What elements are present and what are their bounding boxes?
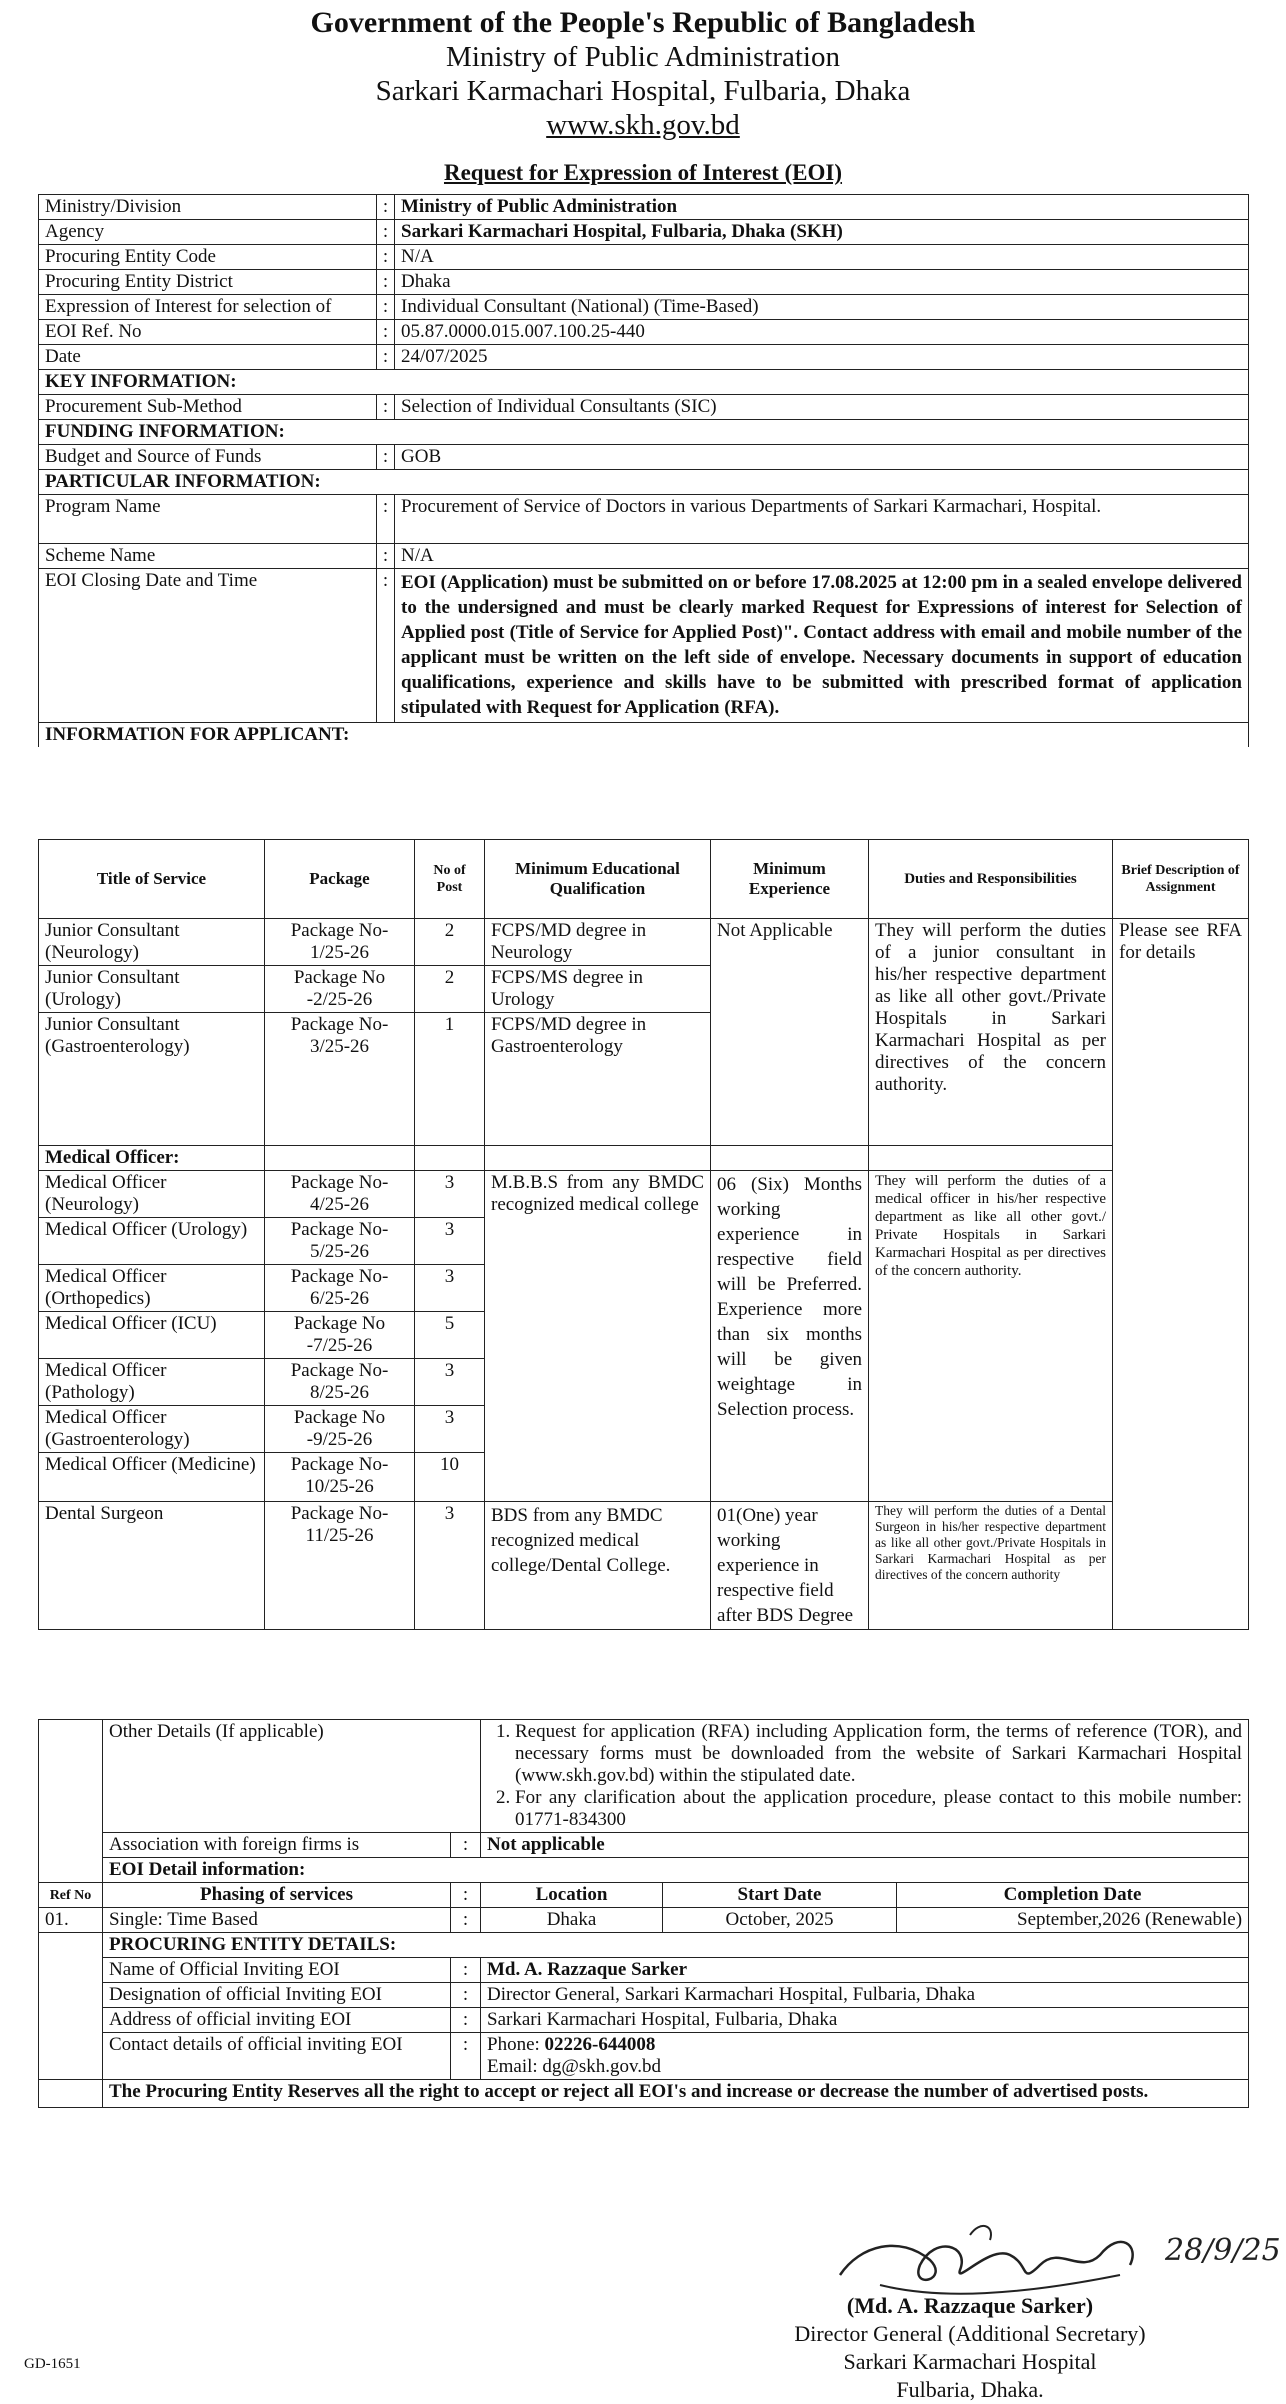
service-title: Medical Officer (Neurology): [39, 1171, 265, 1218]
phone-label: Phone:: [487, 2034, 545, 2055]
table-row: [39, 1983, 1249, 2008]
address-value: Sarkari Karmachari Hospital, Fulbaria, Dhaka: [481, 2008, 1249, 2033]
colon: :: [377, 345, 395, 370]
post-count: 2: [415, 919, 485, 966]
table-row: [39, 295, 1249, 320]
field-label: Association with foreign firms is: [103, 1833, 451, 1858]
package-number: Package No -2/25-26: [265, 966, 415, 1013]
phone-number[interactable]: 02226-644008: [544, 2034, 656, 2055]
table-row: [39, 245, 1249, 270]
sub-method-value: Selection of Individual Consultants (SIC): [395, 395, 1249, 420]
other-details-value: [481, 1720, 1249, 1833]
table-row: [39, 220, 1249, 245]
table-row: [39, 1171, 1249, 1218]
table-row: [39, 1720, 1249, 1833]
contact-value: [481, 2033, 1249, 2080]
letterhead: [0, 6, 1286, 142]
table-row: [39, 1958, 1249, 1983]
post-count: 3: [415, 1359, 485, 1406]
empty-cell: [39, 1858, 103, 1883]
signatory-organization: Sarkari Karmachari Hospital: [843, 2349, 1097, 2374]
table-row: [39, 445, 1249, 470]
table-header-row: [39, 1883, 1249, 1908]
hospital-name: Sarkari Karmachari Hospital, Fulbaria, Dhaka: [375, 75, 911, 107]
colon: :: [451, 2008, 481, 2033]
ref-value: 05.87.0000.015.007.100.25-440: [395, 320, 1249, 345]
post-count: 5: [415, 1312, 485, 1359]
colon: :: [377, 569, 395, 723]
package-number: Package No-1/25-26: [265, 919, 415, 966]
section-header-row: [39, 1146, 1249, 1171]
colon: :: [377, 220, 395, 245]
empty-cell: [39, 1983, 103, 2008]
empty-cell: [39, 1833, 103, 1858]
colon: :: [377, 445, 395, 470]
eoi-details-table: [38, 1719, 1249, 2108]
list-item: 2. For any clarification about the application procedure, please contact to this mobile number: 01771-834300: [515, 1787, 1242, 1831]
service-title: Junior Consultant (Neurology): [39, 919, 265, 966]
field-label: Address of official inviting EOI: [103, 2008, 451, 2033]
dental-experience: 01(One) year working experience in respective field after BDS Degree: [711, 1502, 869, 1630]
section-particular-information: PARTICULAR INFORMATION:: [39, 470, 1249, 495]
brief-description: Please see RFA for details: [1113, 919, 1249, 1630]
empty-cell: [485, 1146, 711, 1171]
email-address[interactable]: Email: dg@skh.gov.bd: [487, 2056, 662, 2077]
package-number: Package No-4/25-26: [265, 1171, 415, 1218]
qualification: FCPS/MD degree in Gastroenterology: [485, 1013, 711, 1146]
package-number: Package No-3/25-26: [265, 1013, 415, 1146]
table-row: [39, 919, 1249, 966]
field-label: Date: [39, 345, 377, 370]
agency-value: Sarkari Karmachari Hospital, Fulbaria, Dhaka (SKH): [395, 220, 1249, 245]
package-number: Package No -9/25-26: [265, 1406, 415, 1453]
table-row: [39, 345, 1249, 370]
ministry-value: Ministry of Public Administration: [395, 195, 1249, 220]
package-number: Package No-6/25-26: [265, 1265, 415, 1312]
section-header-row: [39, 1933, 1249, 1958]
scheme-value: N/A: [395, 544, 1249, 569]
service-title: Medical Officer (ICU): [39, 1312, 265, 1359]
mo-duties: They will perform the duties of a medical officer in his/her respective department as like all other govt./ Private Hospitals in Sarkari Karmachari Hospital as per directives of the concern authority.: [869, 1171, 1113, 1502]
package-number: Package No -7/25-26: [265, 1312, 415, 1359]
field-label: Ministry/Division: [39, 195, 377, 220]
section-header-row: [39, 370, 1249, 395]
package-number: Package No-5/25-26: [265, 1218, 415, 1265]
field-label: Program Name: [39, 495, 377, 544]
colon: :: [451, 1983, 481, 2008]
service-title: Medical Officer (Gastroenterology): [39, 1406, 265, 1453]
field-label: EOI Closing Date and Time: [39, 569, 377, 723]
table-row: [39, 1833, 1249, 1858]
qualification: FCPS/MS degree in Urology: [485, 966, 711, 1013]
empty-cell: [39, 2033, 103, 2080]
table-row: [39, 1502, 1249, 1630]
dental-qualification: BDS from any BMDC recognized medical college/Dental College.: [485, 1502, 711, 1630]
field-label: Name of Official Inviting EOI: [103, 1958, 451, 1983]
empty-cell: [39, 2008, 103, 2033]
official-name-value: Md. A. Razzaque Sarker: [481, 1958, 1249, 1983]
eoi-for-value: Individual Consultant (National) (Time-Based): [395, 295, 1249, 320]
government-name: Government of the People's Republic of Bangladesh: [310, 6, 976, 39]
header-experience: Minimum Experience: [711, 840, 869, 919]
empty-cell: [39, 1933, 103, 1958]
phasing-value: Single: Time Based: [103, 1908, 451, 1933]
list-item: 1. Request for application (RFA) including Application form, the terms of reference (TOR), and necessary forms must be downloaded from the website of Sarkari Karmachari Hospital (www.skh.gov.bd) within the stipulated date.: [515, 1721, 1242, 1787]
package-number: Package No-10/25-26: [265, 1453, 415, 1502]
post-count: 3: [415, 1265, 485, 1312]
signatory-name: (Md. A. Razzaque Sarker): [846, 2293, 1094, 2318]
table-row: [39, 270, 1249, 295]
header-title-of-service: Title of Service: [39, 840, 265, 919]
empty-cell: [711, 1146, 869, 1171]
start-date-value: October, 2025: [663, 1908, 897, 1933]
field-label: Agency: [39, 220, 377, 245]
header-location: Location: [481, 1883, 663, 1908]
header-brief: Brief Description of Assignment: [1113, 840, 1249, 919]
section-eoi-detail: EOI Detail information:: [103, 1858, 1249, 1883]
service-title: Junior Consultant (Gastroenterology): [39, 1013, 265, 1146]
mo-qualification: M.B.B.S from any BMDC recognized medical college: [485, 1171, 711, 1502]
other-details-label: Other Details (If applicable): [103, 1720, 481, 1833]
header-phasing: Phasing of services: [103, 1883, 451, 1908]
eoi-info-table: [38, 194, 1249, 747]
colon: :: [451, 1833, 481, 1858]
header-package: Package: [265, 840, 415, 919]
field-label: Procurement Sub-Method: [39, 395, 377, 420]
colon: :: [377, 270, 395, 295]
colon: :: [451, 1908, 481, 1933]
section-information-for-applicant: INFORMATION FOR APPLICANT:: [39, 723, 1249, 748]
colon: :: [377, 245, 395, 270]
section-funding-information: FUNDING INFORMATION:: [39, 420, 1249, 445]
post-count: 10: [415, 1453, 485, 1502]
signature-block: [730, 2292, 1210, 2404]
table-row: [39, 569, 1249, 723]
post-count: 3: [415, 1502, 485, 1630]
colon: :: [377, 495, 395, 544]
reserve-note: The Procuring Entity Reserves all the right to accept or reject all EOI's and increase or decrease the number of advertised posts.: [103, 2080, 1249, 2108]
empty-cell: [869, 1146, 1113, 1171]
table-row: [39, 320, 1249, 345]
field-label: EOI Ref. No: [39, 320, 377, 345]
colon: :: [377, 295, 395, 320]
closing-value: EOI (Application) must be submitted on or before 17.08.2025 at 12:00 pm in a sealed envelope delivered to the undersigned and must be clearly marked Request for Expressions of interest for Selection of Applied post (Title of Service for Applied Post)". Contact address with email and mobile number of the applicant must be written on the left side of envelope. Necessary documents in support of education qualifications, experience and skills have to be submitted with prescribed format of application stipulated with Request for Application (RFA).: [395, 569, 1249, 723]
budget-value: GOB: [395, 445, 1249, 470]
ref-number: 01.: [39, 1908, 103, 1933]
field-label: Expression of Interest for selection of: [39, 295, 377, 320]
section-header-row: [39, 1858, 1249, 1883]
service-title: Junior Consultant (Urology): [39, 966, 265, 1013]
header-start-date: Start Date: [663, 1883, 897, 1908]
post-count: 3: [415, 1406, 485, 1453]
post-count: 3: [415, 1218, 485, 1265]
field-label: Budget and Source of Funds: [39, 445, 377, 470]
table-row: [39, 2008, 1249, 2033]
section-procuring-entity: PROCURING ENTITY DETAILS:: [103, 1933, 1249, 1958]
pe-district-value: Dhaka: [395, 270, 1249, 295]
completion-date-value: September,2026 (Renewable): [897, 1908, 1249, 1933]
date-value: 24/07/2025: [395, 345, 1249, 370]
package-number: Package No-11/25-26: [265, 1502, 415, 1630]
empty-cell: [39, 1720, 103, 1833]
colon: :: [451, 1958, 481, 1983]
footer-code: GD-1651: [24, 2356, 81, 2372]
colon: :: [451, 2033, 481, 2080]
header-qualification: Minimum Educational Qualification: [485, 840, 711, 919]
field-label: Procuring Entity Code: [39, 245, 377, 270]
service-title: Medical Officer (Orthopedics): [39, 1265, 265, 1312]
section-header-row: [39, 723, 1249, 748]
table-row: [39, 195, 1249, 220]
mo-experience: 06 (Six) Months working experience in respective field will be Preferred. Experience more than six months will be given weightage in Selection process.: [711, 1171, 869, 1502]
field-label: Designation of official Inviting EOI: [103, 1983, 451, 2008]
package-number: Package No-8/25-26: [265, 1359, 415, 1406]
service-title: Medical Officer (Pathology): [39, 1359, 265, 1406]
service-title: Dental Surgeon: [39, 1502, 265, 1630]
medical-officer-section: Medical Officer:: [39, 1146, 265, 1171]
applicant-table: [38, 839, 1249, 1630]
qualification: FCPS/MD degree in Neurology: [485, 919, 711, 966]
service-title: Medical Officer (Medicine): [39, 1453, 265, 1502]
post-count: 2: [415, 966, 485, 1013]
empty-cell: [415, 1146, 485, 1171]
table-row: [39, 1908, 1249, 1933]
table-row: [39, 395, 1249, 420]
post-count: 1: [415, 1013, 485, 1146]
signatory-designation: Director General (Additional Secretary): [794, 2321, 1146, 2346]
phone-line: [487, 2034, 1242, 2056]
colon: :: [377, 544, 395, 569]
document-title: Request for Expression of Interest (EOI): [443, 160, 843, 185]
service-title: Medical Officer (Urology): [39, 1218, 265, 1265]
program-value: Procurement of Service of Doctors in various Departments of Sarkari Karmachari, Hospital.: [395, 495, 1249, 544]
signatory-place: Fulbaria, Dhaka.: [896, 2377, 1044, 2402]
foreign-value: Not applicable: [481, 1833, 1249, 1858]
location-value: Dhaka: [481, 1908, 663, 1933]
other-details-list: [487, 1721, 1242, 1831]
empty-cell: [39, 1958, 103, 1983]
dental-duties: They will perform the duties of a Dental Surgeon in his/her respective department as like all other govt./Private Hospitals in Sarkari Karmachari Hospital as per directives of the concern authority: [869, 1502, 1113, 1630]
table-row: [39, 544, 1249, 569]
colon: :: [377, 395, 395, 420]
section-key-information: KEY INFORMATION:: [39, 370, 1249, 395]
colon: :: [377, 195, 395, 220]
post-count: 3: [415, 1171, 485, 1218]
section-header-row: [39, 420, 1249, 445]
empty-cell: [39, 2080, 103, 2108]
colon: :: [451, 1883, 481, 1908]
section-header-row: [39, 470, 1249, 495]
signature-date: 28/9/25: [1165, 2233, 1281, 2268]
header-no-of-post: No of Post: [415, 840, 485, 919]
header-completion-date: Completion Date: [897, 1883, 1249, 1908]
field-label: Procuring Entity District: [39, 270, 377, 295]
colon: :: [377, 320, 395, 345]
table-row: [39, 2080, 1249, 2108]
empty-cell: [265, 1146, 415, 1171]
pe-code-value: N/A: [395, 245, 1249, 270]
table-row: [39, 2033, 1249, 2080]
website-link[interactable]: www.skh.gov.bd: [546, 109, 740, 141]
junior-experience: Not Applicable: [711, 919, 869, 1146]
ministry-name: Ministry of Public Administration: [446, 41, 840, 73]
field-label: Contact details of official inviting EOI: [103, 2033, 451, 2080]
header-duties: Duties and Responsibilities: [869, 840, 1113, 919]
table-header-row: [39, 840, 1249, 919]
field-label: Scheme Name: [39, 544, 377, 569]
designation-value: Director General, Sarkari Karmachari Hospital, Fulbaria, Dhaka: [481, 1983, 1249, 2008]
junior-duties: They will perform the duties of a junior consultant in his/her respective department as like all other govt./Private Hospitals in Sarkari Karmachari Hospital as per directives of the concern authority.: [869, 919, 1113, 1146]
table-row: [39, 495, 1249, 544]
header-ref-no: Ref No: [39, 1883, 103, 1908]
